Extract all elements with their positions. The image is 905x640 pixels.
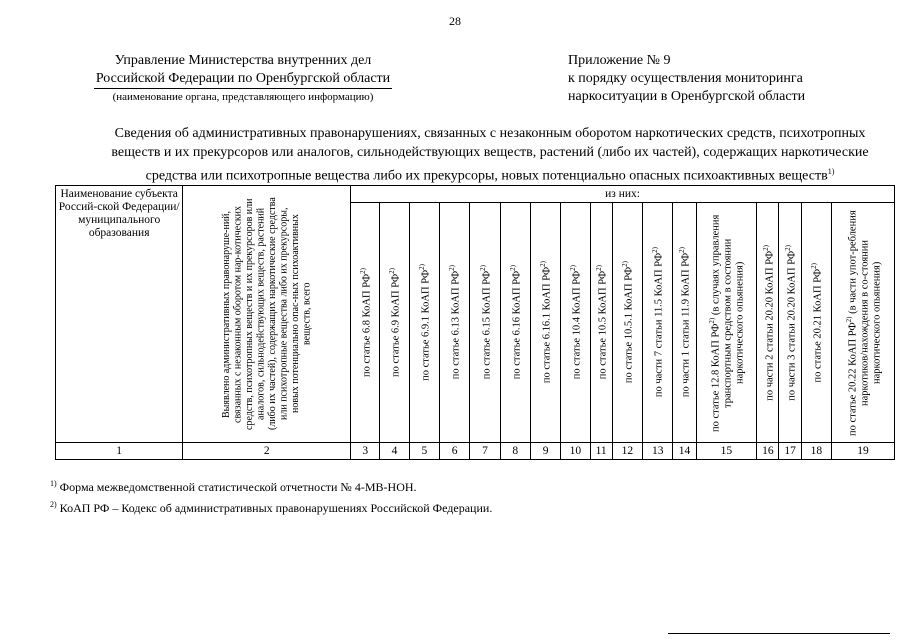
sub-column-label: по статье 6.13 КоАП РФ	[450, 271, 462, 380]
column-number: 7	[470, 443, 500, 460]
footnote-mark: 2)	[418, 264, 427, 270]
column-number: 17	[779, 443, 801, 460]
title-line2: веществ и их прекурсоров или аналогов, сильнодействующих веществ, растений (либо их частей), содержащих наркотические	[111, 145, 869, 160]
col2-header	[183, 186, 351, 443]
col1-header: Наименование субъекта Россий-ской Федерации/ муниципального образования	[56, 186, 183, 443]
column-number: 12	[612, 443, 642, 460]
sub-column-label: по статье 6.9 КоАП РФ	[390, 273, 402, 378]
footnote-1	[50, 475, 492, 496]
sub-column-header-text	[567, 265, 584, 379]
col2-header-text: Выявлено административных правонаруше-ний, связанных с незаконным оборотом нар-котических средств, психотропных веществ и их прекурсоров или аналогов, сильнодействующих веществ, растений (либо их частей), содержащих наркотические средства или психотропные вещества либо их прекурсоры, новых потенциально опас-ных психоактивных веществ, всего	[220, 197, 313, 431]
sub-column-header-text	[676, 247, 693, 397]
footnotes	[50, 475, 492, 517]
title-line3: средства или психотропные вещества либо их прекурсоры, новых потенциально опасных психоактивных веществ	[145, 168, 828, 184]
page-number: 28	[449, 14, 461, 28]
column-number: 19	[831, 443, 894, 460]
sub-column-label: по статье 20.21 КоАП РФ	[812, 268, 824, 383]
sub-column-header	[643, 203, 673, 443]
appendix-line2: к порядку осуществления мониторинга	[568, 71, 803, 86]
sub-column-label: по статье 10.5.1 КоАП РФ	[623, 267, 635, 384]
sub-column-header	[409, 203, 439, 443]
sub-column-header-text	[416, 264, 433, 381]
column-number: 1	[56, 443, 183, 460]
footnote-mark: 2)	[569, 265, 578, 272]
sub-column-label: по части 7 статьи 11.5 КоАП РФ	[653, 253, 665, 398]
sub-column-header	[470, 203, 500, 443]
sub-column-label: по статье 6.15 КоАП РФ	[481, 271, 493, 380]
sub-column-label: по части 3 статьи 20.20 КоАП РФ	[786, 250, 798, 401]
footnote-mark: 2)	[509, 265, 518, 272]
footnote-2-mark: 2)	[50, 500, 57, 509]
footnote-mark: 2)	[448, 265, 457, 272]
document-title	[55, 124, 905, 186]
column-number: 14	[673, 443, 696, 460]
column-number: 15	[696, 443, 757, 460]
column-number: 11	[590, 443, 612, 460]
sub-column-header	[590, 203, 612, 443]
appendix-line3: наркоситуации в Оренбургской области	[568, 89, 806, 104]
sub-column-suffix: (в случаях управления транспортным средством в состоянии наркотического опьянения)	[710, 213, 746, 408]
bottom-rule	[668, 633, 890, 634]
sub-column-label: по статье 6.9.1 КоАП РФ	[420, 269, 432, 381]
sub-column-label: по части 2 статьи 20.20 КоАП РФ	[764, 250, 776, 401]
column-number: 5	[409, 443, 439, 460]
column-number: 9	[530, 443, 560, 460]
organization-block	[62, 52, 424, 104]
sub-column-header	[439, 203, 469, 443]
sub-column-header	[801, 203, 831, 443]
sub-column-label: по части 1 статьи 11.9 КоАП РФ	[680, 253, 692, 398]
title-footnote-mark: 1)	[827, 167, 835, 176]
appendix-block	[568, 52, 888, 106]
sub-column-header-text	[808, 263, 825, 383]
org-name-line2: Российской Федерации по Оренбургской области	[94, 70, 392, 89]
footnote-mark: 2)	[388, 268, 397, 274]
sub-column-header-text	[782, 245, 799, 401]
sub-column-label: по статье 6.8 КоАП РФ	[361, 273, 373, 378]
statistics-table	[55, 185, 895, 460]
footnote-mark: 2)	[478, 265, 487, 272]
sub-column-header	[779, 203, 801, 443]
sub-column-header	[500, 203, 530, 443]
sub-column-header-text	[843, 204, 884, 442]
sub-column-header	[673, 203, 696, 443]
footnote-mark: 2)	[594, 265, 603, 272]
footnote-mark: 2)	[783, 244, 792, 251]
footnote-mark: 2)	[844, 315, 853, 322]
org-name-line1: Управление Министерства внутренних дел	[114, 53, 372, 68]
footnote-2-text: КоАП РФ – Кодекс об административных правонарушениях Российской Федерации.	[56, 501, 493, 515]
sub-column-header-text	[477, 265, 494, 379]
footnote-mark: 2)	[539, 261, 548, 268]
footnote-mark: 2)	[708, 316, 717, 323]
appendix-number: Приложение № 9	[568, 53, 671, 68]
footnote-mark: 2)	[810, 262, 819, 269]
column-number: 4	[380, 443, 409, 460]
sub-column-header	[831, 203, 894, 443]
sub-column-header	[380, 203, 409, 443]
column-number-row	[56, 443, 895, 460]
title-line1: Сведения об административных правонарушениях, связанных с незаконным оборотом наркотических средств, психотропных	[114, 126, 866, 141]
column-number: 6	[439, 443, 469, 460]
column-number: 18	[801, 443, 831, 460]
group-header: из них:	[351, 186, 895, 203]
sub-column-label: по статье 20.22 КоАП РФ	[847, 321, 859, 436]
sub-column-header-text	[760, 245, 777, 401]
sub-column-label: по статье 6.16.1 КоАП РФ	[541, 267, 553, 384]
sub-column-header	[351, 203, 380, 443]
sub-column-header-text	[619, 261, 636, 383]
footnote-mark: 2)	[358, 268, 367, 274]
sub-column-header-text	[357, 268, 374, 377]
column-number: 13	[643, 443, 673, 460]
sub-column-header-text	[706, 204, 747, 442]
footnote-mark: 2)	[678, 247, 687, 254]
sub-column-label: по статье 10.5 КоАП РФ	[597, 271, 609, 380]
sub-column-label: по статье 10.4 КоАП РФ	[571, 271, 583, 380]
sub-column-header-text	[446, 265, 463, 379]
sub-column-header-text	[537, 261, 554, 383]
sub-column-header-text	[386, 268, 403, 377]
column-number: 3	[351, 443, 380, 460]
sub-column-label: по статье 12.8 КоАП РФ	[710, 322, 722, 432]
sub-column-header-text	[507, 265, 524, 379]
sub-column-header	[757, 203, 779, 443]
footnote-mark: 2)	[621, 261, 630, 268]
footnote-1-text: Форма межведомственной статистической отчетности № 4-МВ-НОН.	[56, 480, 417, 494]
footnote-1-mark: 1)	[50, 479, 57, 488]
footnote-mark: 2)	[651, 247, 660, 254]
column-number: 2	[183, 443, 351, 460]
sub-column-header-text	[593, 265, 610, 379]
column-number: 8	[500, 443, 530, 460]
footnote-2	[50, 496, 492, 517]
org-caption: (наименование органа, представляющего информацию)	[112, 91, 374, 103]
column-number: 16	[757, 443, 779, 460]
sub-column-header-text	[649, 247, 666, 397]
sub-column-suffix: (в части упот-ребления наркотиков/нахождения в со-стоянии наркотического опьянения)	[847, 209, 883, 406]
header-row	[56, 186, 895, 203]
sub-column-header	[530, 203, 560, 443]
sub-column-header	[561, 203, 590, 443]
column-number: 10	[561, 443, 590, 460]
sub-column-header	[612, 203, 642, 443]
sub-column-label: по статье 6.16 КоАП РФ	[511, 271, 523, 380]
sub-column-header	[696, 203, 757, 443]
footnote-mark: 2)	[761, 244, 770, 251]
